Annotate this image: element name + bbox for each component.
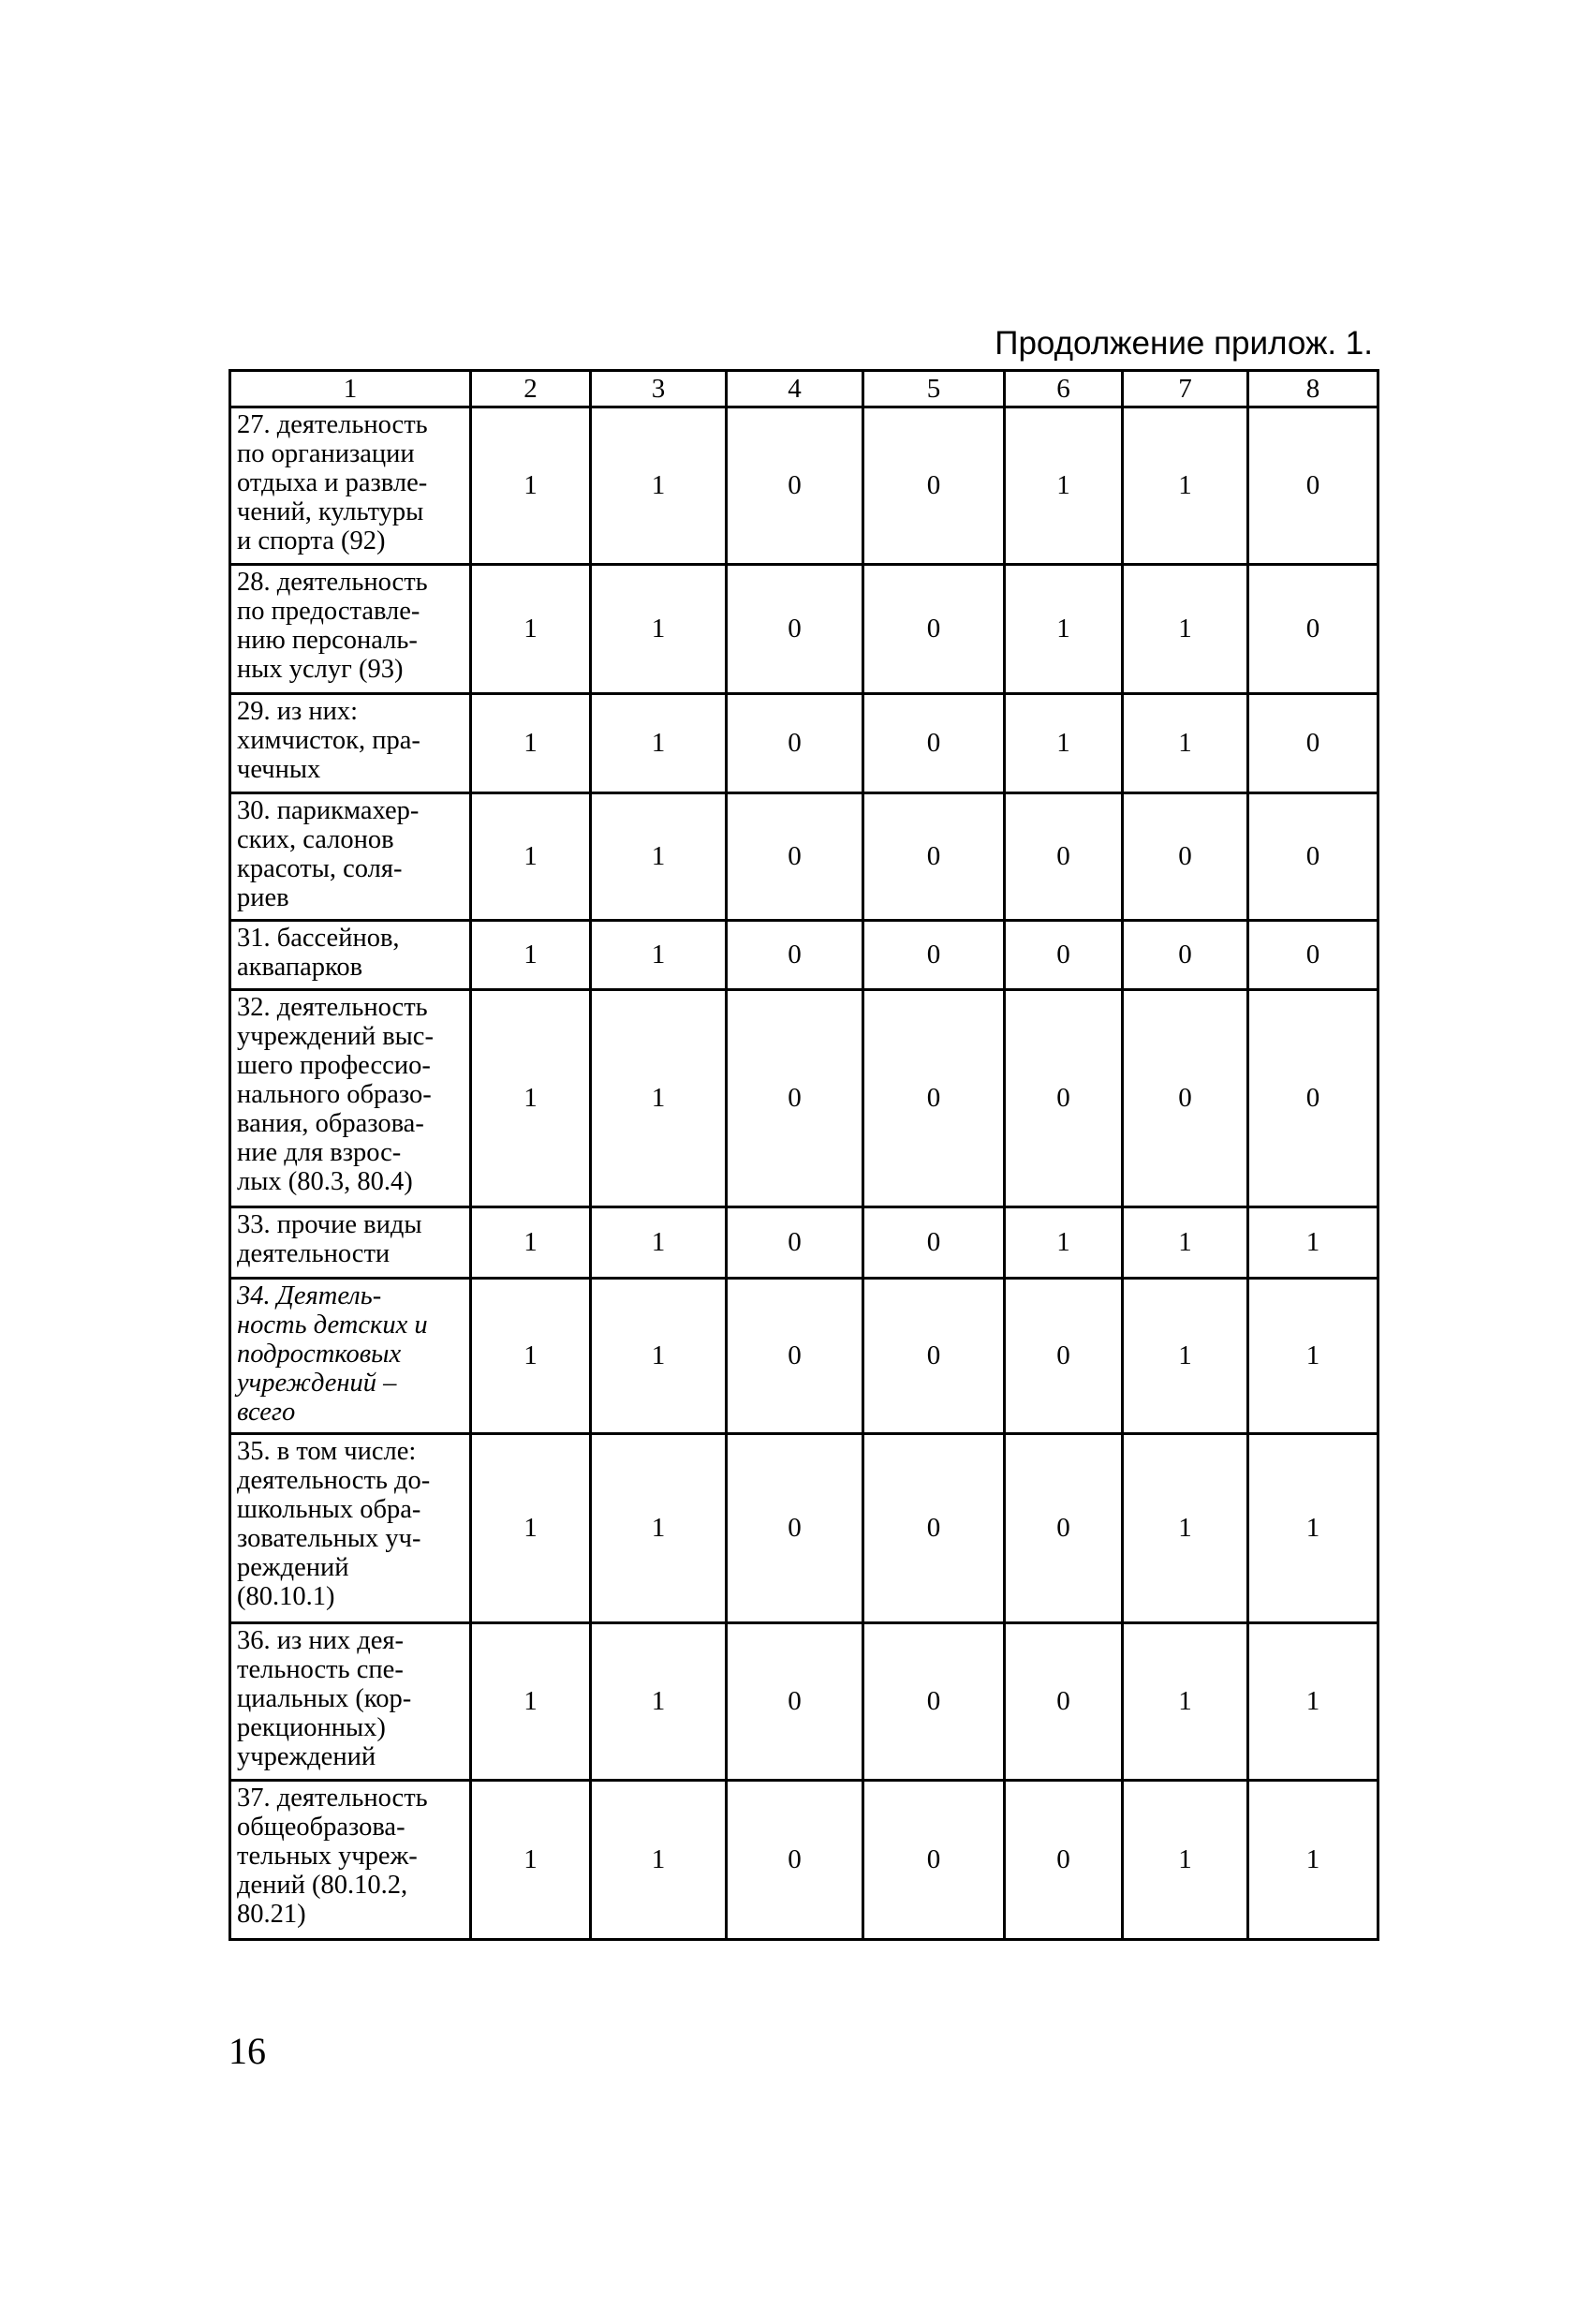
- row-label-line: 30. парикмахер-: [237, 796, 420, 825]
- row-label: [230, 1279, 471, 1434]
- value-cell: 0: [863, 565, 1005, 694]
- table-row: [230, 1207, 1378, 1279]
- row-label-line: подростковых: [237, 1340, 402, 1369]
- table-row: [230, 990, 1378, 1207]
- row-label-line: по организации: [237, 439, 415, 468]
- value-cell: 1: [1123, 1434, 1248, 1623]
- value-cell: 0: [1248, 990, 1378, 1207]
- value-cell: 1: [591, 793, 727, 921]
- table-row: [230, 1434, 1378, 1623]
- column-header: 2: [471, 371, 591, 407]
- table-row: [230, 1623, 1378, 1781]
- row-label: [230, 407, 471, 565]
- row-label-line: нию персональ-: [237, 626, 418, 655]
- value-cell: 1: [591, 1207, 727, 1279]
- row-label-line: аквапарков: [237, 953, 363, 982]
- value-cell: 0: [1005, 1781, 1123, 1940]
- value-cell: 0: [727, 990, 863, 1207]
- row-label-line: учреждений –: [237, 1369, 397, 1398]
- value-cell: 0: [863, 1207, 1005, 1279]
- value-cell: 1: [1248, 1279, 1378, 1434]
- row-label-line: 34. Деятель-: [237, 1281, 382, 1310]
- row-label-line: ских, салонов: [237, 825, 394, 854]
- value-cell: 0: [727, 1623, 863, 1781]
- row-label: [230, 1623, 471, 1781]
- value-cell: 1: [591, 1623, 727, 1781]
- value-cell: 1: [591, 1781, 727, 1940]
- row-label-line: деятельности: [237, 1239, 391, 1268]
- value-cell: 0: [1248, 565, 1378, 694]
- value-cell: 0: [863, 407, 1005, 565]
- column-header: 3: [591, 371, 727, 407]
- value-cell: 0: [863, 1279, 1005, 1434]
- value-cell: 0: [863, 990, 1005, 1207]
- value-cell: 0: [727, 565, 863, 694]
- value-cell: 0: [727, 1207, 863, 1279]
- table-row: [230, 1279, 1378, 1434]
- value-cell: 1: [471, 1279, 591, 1434]
- row-label-line: рекционных): [237, 1713, 386, 1742]
- value-cell: 1: [471, 793, 591, 921]
- row-label-line: 27. деятельность: [237, 410, 428, 439]
- row-label-line: по предоставле-: [237, 597, 420, 626]
- value-cell: 0: [727, 694, 863, 793]
- row-label-line: красоты, соля-: [237, 854, 403, 883]
- row-label-line: тельность спе-: [237, 1655, 404, 1684]
- value-cell: 0: [1123, 990, 1248, 1207]
- row-label-line: чений, культуры: [237, 497, 424, 526]
- value-cell: 1: [1248, 1207, 1378, 1279]
- row-label: [230, 694, 471, 793]
- continuation-caption: Продолжение прилож. 1.: [995, 325, 1373, 362]
- value-cell: 1: [1248, 1781, 1378, 1940]
- column-header: 4: [727, 371, 863, 407]
- value-cell: 0: [1005, 793, 1123, 921]
- row-label: [230, 565, 471, 694]
- value-cell: 1: [471, 1781, 591, 1940]
- row-label-line: лых (80.3, 80.4): [237, 1167, 413, 1196]
- value-cell: 1: [1123, 1623, 1248, 1781]
- value-cell: 0: [1005, 921, 1123, 990]
- value-cell: 1: [1005, 694, 1123, 793]
- value-cell: 0: [1005, 1434, 1123, 1623]
- row-label-line: 32. деятельность: [237, 993, 428, 1022]
- row-label-line: тельных учреж-: [237, 1842, 418, 1871]
- table-row: [230, 565, 1378, 694]
- value-cell: 1: [1005, 1207, 1123, 1279]
- row-label: [230, 1207, 471, 1279]
- value-cell: 0: [727, 1434, 863, 1623]
- row-label-line: вания, образова-: [237, 1109, 424, 1138]
- value-cell: 1: [471, 1207, 591, 1279]
- row-label-line: нального образо-: [237, 1080, 432, 1109]
- value-cell: 0: [863, 921, 1005, 990]
- value-cell: 0: [863, 1434, 1005, 1623]
- value-cell: 1: [591, 694, 727, 793]
- value-cell: 1: [1123, 407, 1248, 565]
- row-label-line: чечных: [237, 755, 321, 784]
- row-label-line: 29. из них:: [237, 697, 359, 726]
- value-cell: 1: [471, 407, 591, 565]
- row-label-line: и спорта (92): [237, 526, 386, 555]
- table-row: [230, 694, 1378, 793]
- row-label-line: дений (80.10.2,: [237, 1871, 408, 1900]
- value-cell: 1: [1005, 565, 1123, 694]
- value-cell: 1: [591, 921, 727, 990]
- row-label-line: ность детских и: [237, 1310, 428, 1340]
- row-label-line: общеобразова-: [237, 1813, 405, 1842]
- row-label-line: риев: [237, 883, 289, 912]
- page-number: 16: [228, 2030, 266, 2072]
- value-cell: 1: [471, 990, 591, 1207]
- row-label-line: ние для взрос-: [237, 1138, 402, 1167]
- value-cell: 1: [1123, 565, 1248, 694]
- row-label-line: всего: [237, 1398, 296, 1427]
- value-cell: 1: [471, 1434, 591, 1623]
- value-cell: 0: [863, 793, 1005, 921]
- value-cell: 1: [591, 407, 727, 565]
- value-cell: 0: [727, 407, 863, 565]
- row-label-line: школьных обра-: [237, 1495, 421, 1524]
- value-cell: 1: [591, 1279, 727, 1434]
- value-cell: 1: [1248, 1623, 1378, 1781]
- column-header: 7: [1123, 371, 1248, 407]
- row-label-line: реждений: [237, 1553, 349, 1582]
- value-cell: 1: [591, 1434, 727, 1623]
- value-cell: 0: [863, 1781, 1005, 1940]
- row-label-line: циальных (кор-: [237, 1684, 412, 1713]
- data-table: [228, 369, 1379, 1941]
- value-cell: 0: [1005, 1623, 1123, 1781]
- row-label-line: учреждений: [237, 1742, 376, 1771]
- row-label-line: ных услуг (93): [237, 655, 404, 684]
- value-cell: 0: [1005, 990, 1123, 1207]
- value-cell: 1: [1005, 407, 1123, 565]
- value-cell: 1: [471, 565, 591, 694]
- value-cell: 1: [471, 1623, 591, 1781]
- value-cell: 0: [1123, 921, 1248, 990]
- value-cell: 1: [1248, 1434, 1378, 1623]
- value-cell: 1: [1123, 694, 1248, 793]
- row-label-line: 28. деятельность: [237, 568, 428, 597]
- column-header: 8: [1248, 371, 1378, 407]
- value-cell: 1: [1123, 1279, 1248, 1434]
- row-label-line: зовательных уч-: [237, 1524, 421, 1553]
- value-cell: 1: [591, 565, 727, 694]
- value-cell: 0: [1248, 921, 1378, 990]
- value-cell: 1: [1123, 1781, 1248, 1940]
- value-cell: 0: [1248, 793, 1378, 921]
- value-cell: 0: [1248, 694, 1378, 793]
- table-row: [230, 921, 1378, 990]
- value-cell: 1: [1123, 1207, 1248, 1279]
- row-label-line: 36. из них дея-: [237, 1626, 405, 1655]
- column-header: 6: [1005, 371, 1123, 407]
- row-label-line: химчисток, пра-: [237, 726, 420, 755]
- column-header: 1: [230, 371, 471, 407]
- value-cell: 0: [863, 694, 1005, 793]
- value-cell: 0: [1123, 793, 1248, 921]
- table-row: [230, 407, 1378, 565]
- row-label-line: 31. бассейнов,: [237, 924, 400, 953]
- row-label: [230, 1434, 471, 1623]
- header-row: [230, 371, 1378, 407]
- value-cell: 1: [471, 694, 591, 793]
- row-label: [230, 793, 471, 921]
- value-cell: 0: [1248, 407, 1378, 565]
- value-cell: 0: [727, 1781, 863, 1940]
- row-label-line: (80.10.1): [237, 1582, 335, 1611]
- row-label-line: 80.21): [237, 1900, 306, 1929]
- row-label-line: отдыха и развле-: [237, 468, 428, 497]
- value-cell: 0: [727, 921, 863, 990]
- value-cell: 0: [1005, 1279, 1123, 1434]
- row-label: [230, 921, 471, 990]
- row-label: [230, 1781, 471, 1940]
- value-cell: 0: [727, 793, 863, 921]
- value-cell: 0: [727, 1279, 863, 1434]
- row-label-line: учреждений выс-: [237, 1022, 434, 1051]
- column-header: 5: [863, 371, 1005, 407]
- value-cell: 1: [471, 921, 591, 990]
- table-row: [230, 1781, 1378, 1940]
- row-label-line: 35. в том числе:: [237, 1437, 417, 1466]
- row-label: [230, 990, 471, 1207]
- row-label-line: деятельность до-: [237, 1466, 431, 1495]
- row-label-line: 37. деятельность: [237, 1784, 428, 1813]
- row-label-line: шего профессио-: [237, 1051, 431, 1080]
- value-cell: 0: [863, 1623, 1005, 1781]
- value-cell: 1: [591, 990, 727, 1207]
- table-row: [230, 793, 1378, 921]
- row-label-line: 33. прочие виды: [237, 1210, 422, 1239]
